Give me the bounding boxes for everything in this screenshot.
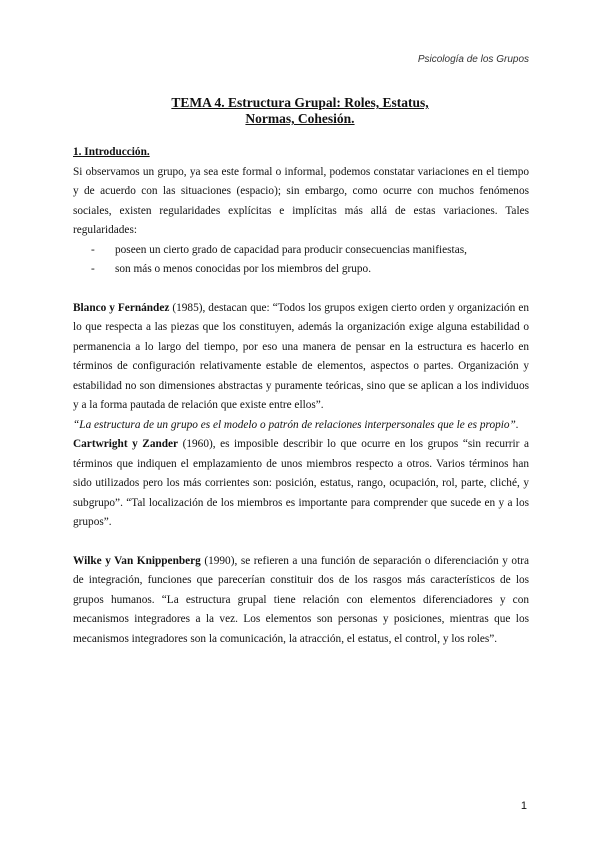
blanco-text: (1985), destacan que: “Todos los grupos exigen cierto orden y organización en lo que respecta a las piezas que los constituyen, además la organización exige alguna estabilidad o permanencia a lo largo del tiempo, por eso una manera de pensar en la estructura es hacerlo en términos de configuración relativamente estable de elementos, aspectos o partes. Organización y estabilidad no son dimensiones abstractas y puramente teóricas, sino que se aplican a los individuos y a la forma pautada de relación que existe entre ellos”. <box>73 301 529 411</box>
title-line-1: TEMA 4. Estructura Grupal: Roles, Estatus, <box>171 95 429 110</box>
blanco-paragraph <box>73 299 529 416</box>
document-body <box>73 143 529 649</box>
list-item: - son más o menos conocidas por los miembros del grupo. <box>91 260 529 280</box>
intro-paragraph: Si observamos un grupo, ya sea este formal o informal, podemos constatar variaciones en el tiempo y de acuerdo con las situaciones (espacio); sin embargo, como ocurre con muchos fenómenos sociales, existen regularidades explícitas e implícitas más allá de estas variaciones. Tales regularidades: <box>73 165 529 236</box>
wilke-paragraph <box>73 552 529 650</box>
section-heading-introduccion: 1. Introducción. <box>73 146 150 158</box>
wilke-text: (1990), se refieren a una función de separación o diferenciación y otra de integración, funciones que parecerían constituir dos de los rasgos más característicos de los grupos humanos. “La estructura grupal tiene relación con elementos diferenciadores y con mecanismos integradores a la vez. Los elementos son personas y posiciones, mientras que los mecanismos integradores son la comunicación, la atracción, el estatus, el control, y los roles”. <box>73 554 529 645</box>
running-header: Psicología de los Grupos <box>417 54 529 65</box>
title-line-2: Normas, Cohesión. <box>245 111 355 126</box>
cartwright-text: (1960), es imposible describir lo que ocurre en los grupos “sin recurrir a términos que indiquen el emplazamiento de unos miembros respecto a otros. Varios términos han sido utilizados pero los más corrientes son: posición, estatus, rango, ocupación, rol, parte, cliché, y subgrupo”. “Tal localización de los miembros es importante para comprender que sucede en y a los grupos”. <box>73 438 529 528</box>
structure-quote: “La estructura de un grupo es el modelo o patrón de relaciones interpersonales que le es propio”. <box>73 418 519 431</box>
list-item: - poseen un cierto grado de capacidad para producir consecuencias manifiestas, <box>91 241 529 261</box>
page-number: 1 <box>520 800 527 812</box>
document-title <box>0 95 600 127</box>
cartwright-paragraph <box>73 435 529 533</box>
regularities-list <box>73 241 529 280</box>
author-cartwright: Cartwright y Zander <box>73 438 179 450</box>
author-blanco: Blanco y Fernández <box>73 301 170 314</box>
author-wilke: Wilke y Van Knippenberg <box>73 554 201 567</box>
